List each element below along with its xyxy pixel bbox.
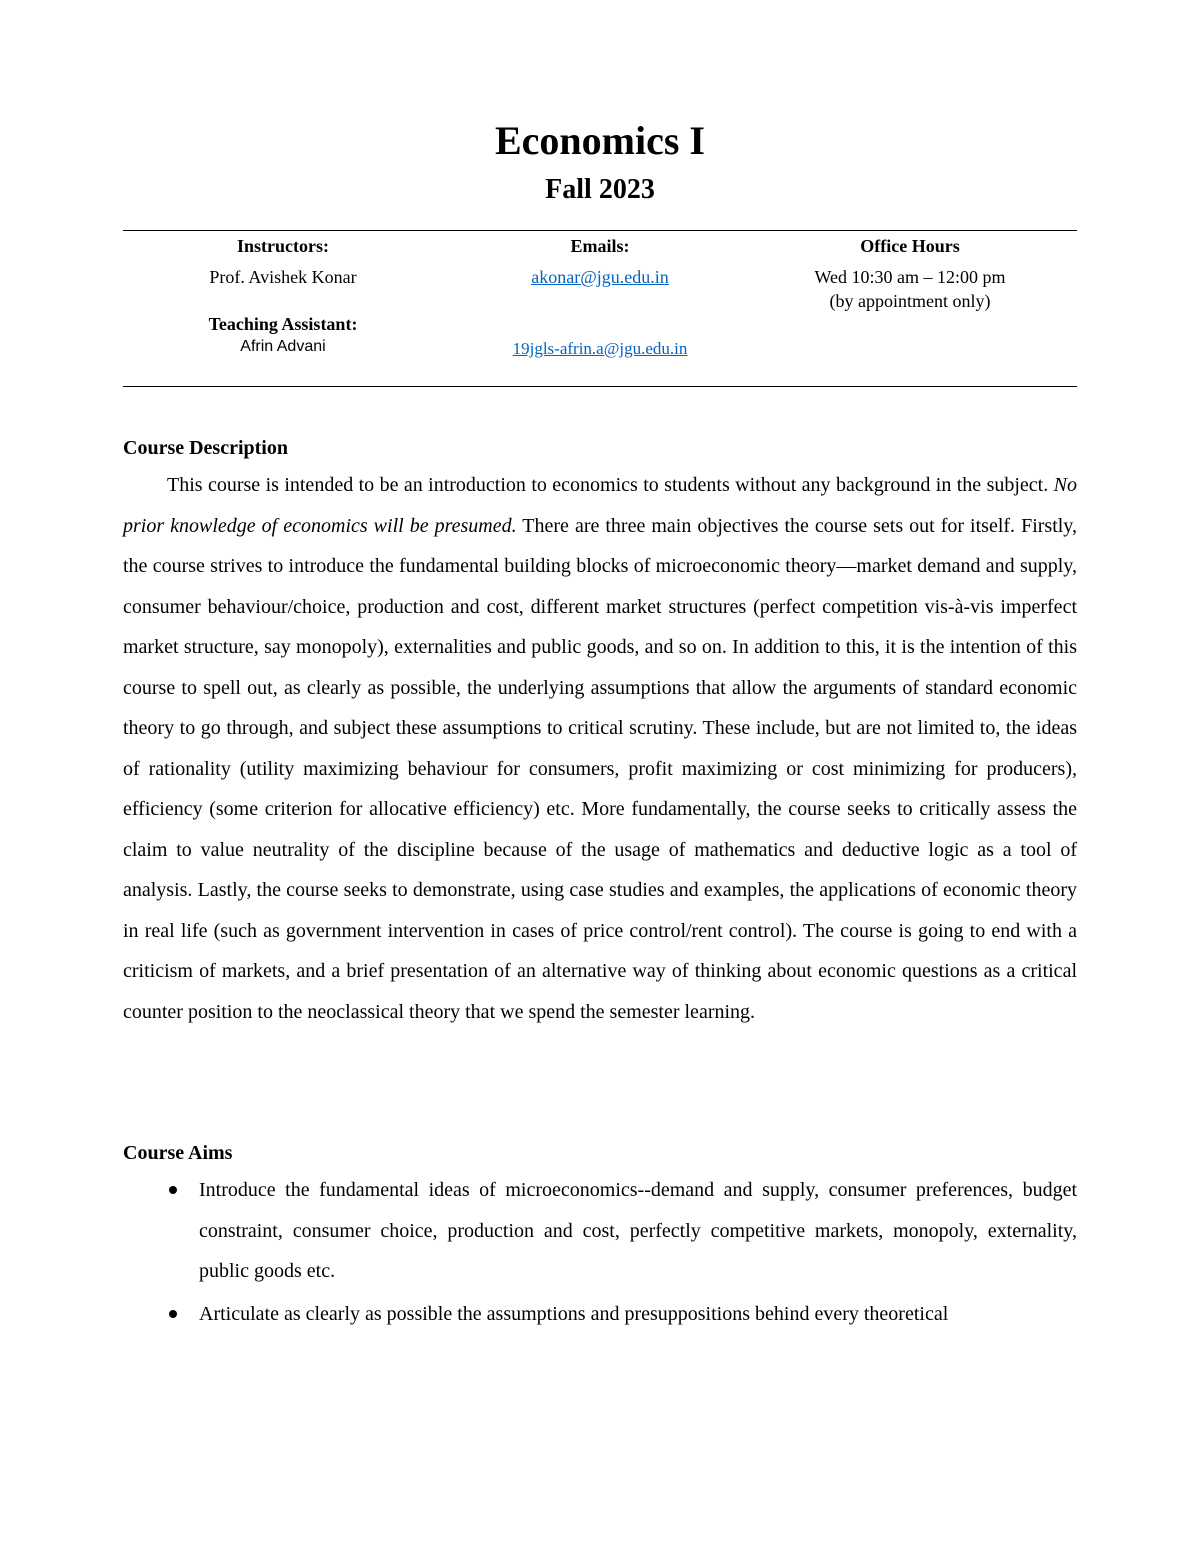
description-text-rest: There are three main objectives the course sets out for itself. Firstly, the course strives to introduce the fundamental building blocks of microeconomic theory—market demand and supply, consumer behaviour/choice, production and cost, different market structures (perfect competition vis-à-vis imperfect market structure, say monopoly), externalities and public goods, and so on. In addition to this, it is the intention of this course to spell out, as clearly as possible, the underlying assumptions that allow the arguments of standard economic theory to go through, and subject these assumptions to critical scrutiny. These include, but are not limited to, the ideas of rationality (utility maximizing behaviour for consumers, profit maximizing or cost minimizing for producers), efficiency (some criterion for allocative efficiency) etc. More fundamentally, the course seeks to critically assess the claim to value neutrality of the discipline because of the usage of mathematics and deductive logic as a tool of analysis. Lastly, the course seeks to demonstrate, using case studies and examples, the applications of economic theory in real life (such as government intervention in cases of price control/rent control). The course is going to end with a criticism of markets, and a brief presentation of an alternative way of thinking about economic questions as a critical counter position to the neoclassical theory that we spend the semester learning. [123, 514, 1078, 1023]
course-aims-heading: Course Aims [123, 1142, 233, 1164]
course-title: Economics I [495, 118, 705, 163]
ta-name: Afrin Advani [240, 338, 326, 355]
emails-label: Emails: [570, 236, 630, 256]
emails-column [440, 233, 760, 361]
course-term: Fall 2023 [545, 174, 655, 205]
instructors-label: Instructors: [237, 236, 329, 256]
description-italic-note: No prior knowledge of economics will be presumed. [123, 474, 1077, 537]
bottom-divider [123, 386, 1077, 387]
ta-label: Teaching Assistant: [208, 314, 358, 334]
list-item [123, 1170, 1077, 1292]
aim-text: Articulate as clearly as possible the assumptions and presuppositions behind every theoretical [199, 1302, 949, 1325]
bullet-icon [169, 1186, 177, 1194]
instructor-email-link[interactable]: akonar@jgu.edu.in [531, 267, 669, 287]
instructors-column [123, 233, 443, 357]
description-text-start: This course is intended to be an introduction to economics to students without any background in the subject. [167, 474, 1054, 496]
instructor-name: Prof. Avishek Konar [209, 267, 357, 287]
aim-text: Introduce the fundamental ideas of microeconomics--demand and supply, consumer preferences, budget constraint, consumer choice, production and cost, perfectly competitive markets, monopoly, externality, public goods etc. [199, 1179, 1077, 1282]
office-hours-label: Office Hours [860, 236, 960, 256]
office-hours-time: Wed 10:30 am – 12:00 pm [814, 267, 1006, 287]
bullet-icon [169, 1310, 177, 1318]
office-hours-note: (by appointment only) [829, 291, 991, 311]
course-description-paragraph [123, 465, 1077, 1032]
course-description-heading: Course Description [123, 437, 288, 459]
top-divider [123, 230, 1077, 231]
list-item [123, 1294, 1077, 1335]
office-hours-column [740, 233, 1080, 313]
course-aims-list [123, 1170, 1077, 1336]
ta-email-link[interactable]: 19jgls-afrin.a@jgu.edu.in [512, 339, 688, 358]
